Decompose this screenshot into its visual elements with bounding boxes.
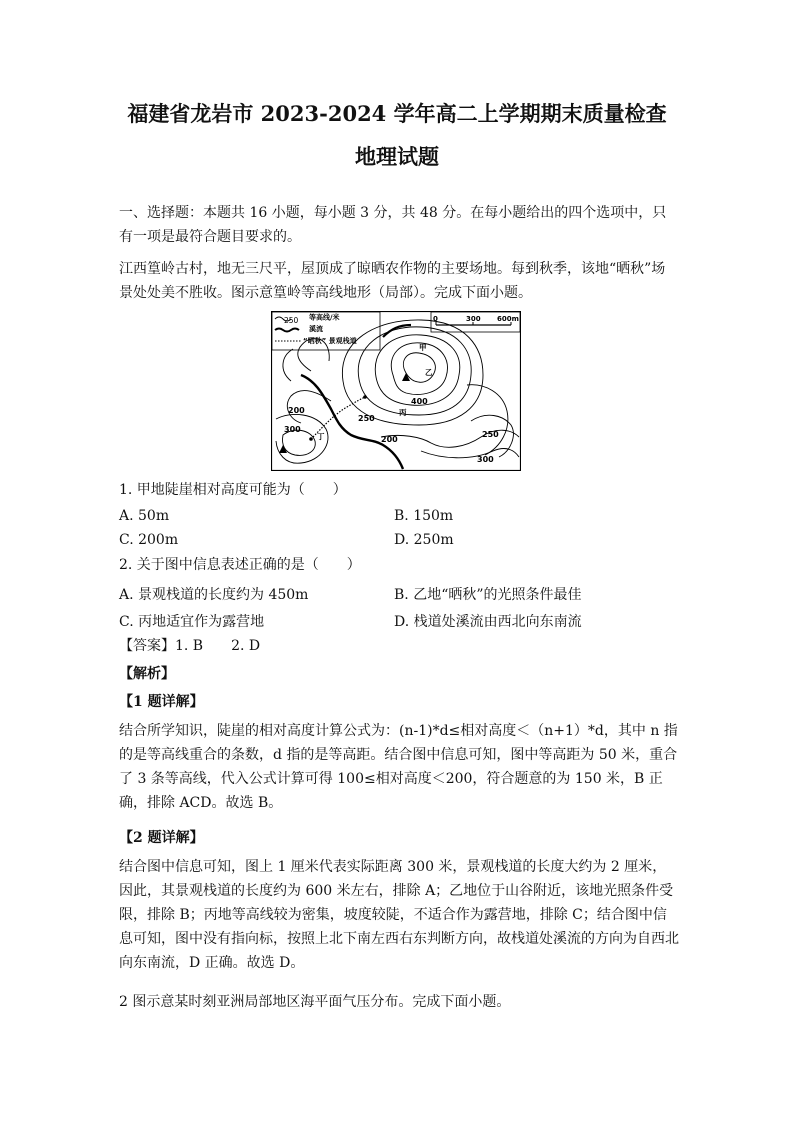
contour-label-400: 400	[411, 397, 428, 406]
label-jia: 甲	[419, 343, 427, 352]
contour-label-250: 250	[482, 430, 499, 439]
contour-label-300: 300	[477, 455, 494, 464]
scale-300: 300	[466, 315, 481, 323]
detail-2-label: 【2 题详解】	[119, 830, 204, 846]
q1-option-b: B. 150m	[394, 508, 454, 524]
scale-zero: 0	[433, 315, 438, 323]
passage-1: 江西篁岭古村，地无三尺平，屋顶成了晾晒农作物的主要场地。每到秋季，该地“晒秋”场景处处美不胜收。图示意篁岭等高线地形（局部）。完成下面小题。	[119, 261, 666, 301]
label-yi: 乙	[425, 368, 433, 377]
label-bing: 丙	[399, 408, 407, 417]
q2-option-a: A. 景观栈道的长度约为 450m	[119, 587, 309, 603]
legend-stream-label: 溪流	[309, 325, 323, 333]
contour-label-300: 300	[284, 425, 301, 434]
contour-label-250: 250	[358, 414, 375, 423]
analysis-label: 【解析】	[119, 666, 175, 682]
detail-2-text: 结合图中信息可知，图上 1 厘米代表实际距离 300 米，景观栈道的长度大约为 2 厘米，因此，其景观栈道的长度约为 600 米左右，排除 A；乙地位于山谷附近，该地光照条件受限，排除 B；丙地等高线较为密集，坡度较陡，不适合作为露营地，排除 C；结合图中信息可知，图中没有指向标，按照上北下南左西右东判断方向，故栈道处溪流的方向为自西北向东南流，D 正确。故选 D。	[119, 859, 679, 971]
legend-contour-number: 250	[284, 316, 299, 325]
section-intro: 一、选择题：本题共 16 小题，每小题 3 分，共 48 分。在每小题给出的四个选项中，只有一项是最符合题目要求的。	[119, 205, 667, 245]
q1-option-a: A. 50m	[119, 508, 170, 524]
question-2-stem: 2. 关于图中信息表述正确的是（ ）	[119, 557, 361, 573]
q2-option-c: C. 丙地适宜作为露营地	[119, 614, 265, 630]
legend-contour-label: 等高线/米	[309, 313, 340, 322]
q1-option-d: D. 250m	[394, 532, 454, 548]
q2-option-b: B. 乙地“晒秋”的光照条件最佳	[394, 587, 582, 603]
contour-label-200: 200	[288, 406, 305, 415]
q2-option-d: D. 栈道处溪流由西北向东南流	[394, 614, 582, 630]
detail-1-label: 【1 题详解】	[119, 694, 204, 710]
contour-label-200: 200	[381, 435, 398, 444]
label-ding: 丁	[317, 432, 325, 441]
contour-map-figure	[271, 311, 521, 471]
passage-2: 2 图示意某时刻亚洲局部地区海平面气压分布。完成下面小题。	[119, 994, 511, 1010]
answer-line: 【答案】1. B 2. D	[119, 638, 261, 654]
detail-1-text: 结合所学知识，陡崖的相对高度计算公式为：(n-1)*d≤相对高度＜（n+1）*d，其中 n 指的是等高线重合的条数，d 指的是等高距。结合图中信息可知，图中等高距为 50 米，重合了 3 条等高线，代入公式计算可得 100≤相对高度＜200，符合题意的为 150 米，B 正确，排除 ACD。故选 B。	[119, 723, 678, 811]
q1-option-c: C. 200m	[119, 532, 179, 548]
document-subtitle: 地理试题	[355, 144, 439, 169]
question-1-stem: 1. 甲地陡崖相对高度可能为（ ）	[119, 482, 347, 498]
document-title: 福建省龙岩市 2023-2024 学年高二上学期期末质量检查	[127, 101, 667, 126]
legend-trail-label: “晒秋” 景观栈道	[303, 337, 357, 345]
scale-600m: 600m	[497, 315, 519, 323]
